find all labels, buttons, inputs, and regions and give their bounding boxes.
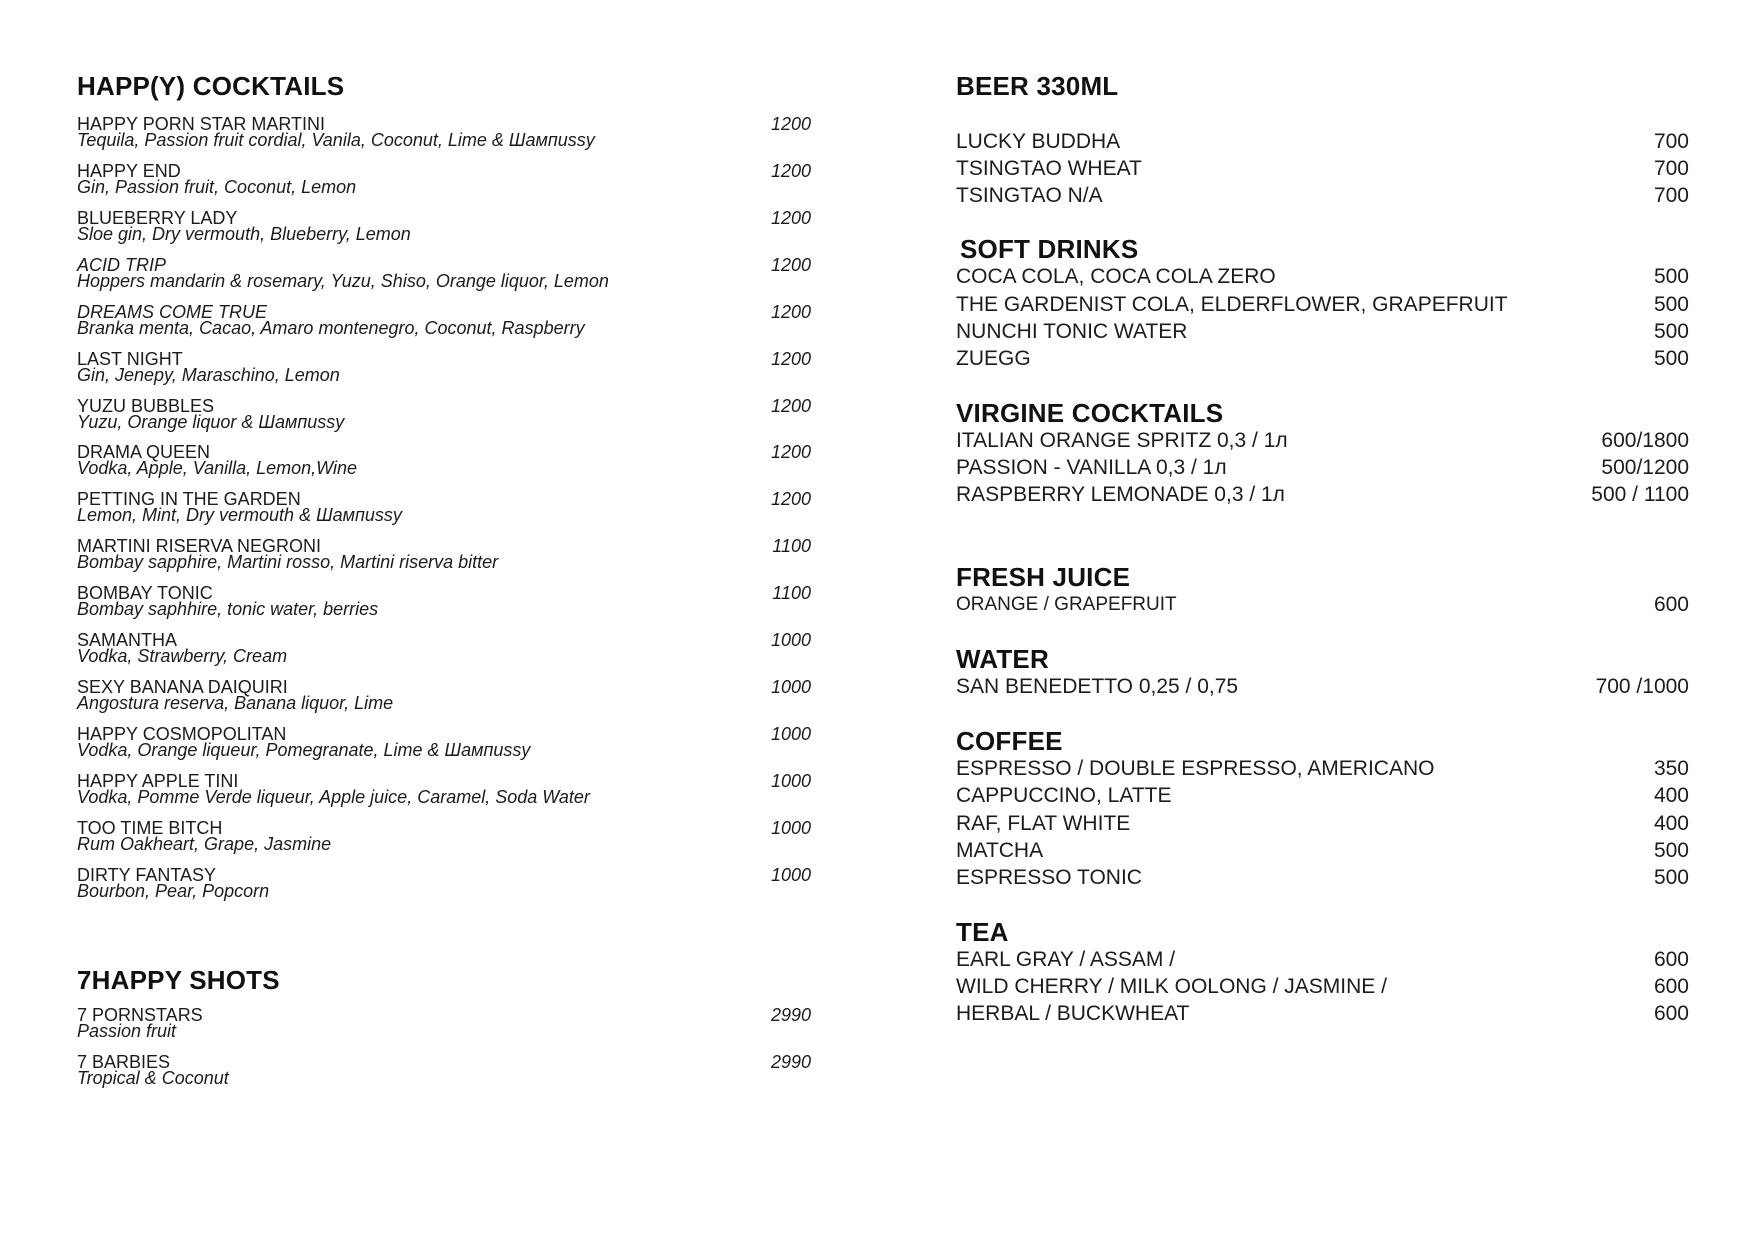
item-description: Rum Oakheart, Grape, Jasmine — [77, 834, 332, 854]
item-name: HAPPY PORN STAR MARTINI — [77, 114, 326, 134]
item-name: BLUEBERRY LADY — [77, 208, 238, 228]
item-price: 700 — [1653, 184, 1689, 207]
menu-row — [956, 1001, 1689, 1027]
item-name: SEXY BANANA DAIQUIRI — [77, 677, 288, 697]
item-description: Vodka, Strawberry, Cream — [77, 646, 288, 666]
item-price: 1200 — [770, 208, 811, 228]
item-description: Yuzu, Orange liquor & Шампussy — [77, 412, 345, 432]
item-price: 400 — [1653, 784, 1689, 807]
item-name: BOMBAY TONIC — [77, 583, 213, 603]
item-name: DREAMS COME TRUE — [77, 302, 268, 322]
item-name: SAN BENEDETTO 0,25 / 0,75 — [956, 675, 1239, 698]
menu-row — [956, 592, 1689, 618]
item-price: 600 — [1653, 975, 1689, 998]
item-price: 600 — [1653, 1002, 1689, 1025]
item-name: WILD CHERRY / MILK OOLONG / JASMINE / — [956, 975, 1387, 998]
item-price: 1100 — [772, 583, 811, 603]
item-price: 1000 — [770, 865, 811, 885]
menu-row — [956, 455, 1689, 481]
item-price: 600 — [1653, 948, 1689, 971]
item-name: 7 BARBIES — [77, 1052, 171, 1072]
fresh-juice-heading: FRESH JUICE — [956, 562, 1131, 592]
item-price: 500 — [1653, 293, 1689, 316]
menu-row — [956, 129, 1689, 155]
item-price: 1100 — [772, 536, 811, 556]
item-price: 700 /1000 — [1595, 675, 1689, 698]
item-price: 500 — [1653, 320, 1689, 343]
item-name: ACID TRIP — [77, 255, 167, 275]
item-price: 500 — [1653, 866, 1689, 889]
item-name: YUZU BUBBLES — [77, 396, 215, 416]
item-description: Vodka, Orange liqueur, Pomegranate, Lime & Шампussy — [77, 740, 531, 760]
soft-drinks-heading: SOFT DRINKS — [960, 234, 1139, 264]
item-price: 1000 — [770, 630, 811, 650]
item-name: LUCKY BUDDHA — [956, 130, 1121, 153]
item-name: RAF, FLAT WHITE — [956, 812, 1131, 835]
cocktails-heading: HAPP(Y) COCKTAILS — [77, 71, 345, 101]
item-name: TOO TIME BITCH — [77, 818, 223, 838]
menu-row — [956, 156, 1689, 182]
item-price: 1200 — [770, 396, 811, 416]
menu-row — [956, 947, 1689, 973]
item-name: ZUEGG — [956, 347, 1031, 370]
item-name: EARL GRAY / ASSAM / — [956, 948, 1176, 971]
item-name: SAMANTHA — [77, 630, 178, 650]
item-price: 1200 — [770, 302, 811, 322]
item-name: RASPBERRY LEMONADE 0,3 / 1л — [956, 483, 1285, 506]
menu-row — [956, 674, 1689, 700]
item-name: COCA COLA, COCA COLA ZERO — [956, 265, 1276, 288]
menu-row — [956, 183, 1689, 209]
item-description: Tropical & Coconut — [77, 1068, 229, 1088]
item-price: 400 — [1653, 812, 1689, 835]
item-name: PASSION - VANILLA 0,3 / 1л — [956, 456, 1227, 479]
menu-row — [956, 346, 1689, 372]
shots-heading: 7HAPPY SHOTS — [77, 965, 280, 995]
item-name: NUNCHI TONIC WATER — [956, 320, 1188, 343]
menu-row — [956, 756, 1689, 782]
menu-row — [956, 865, 1689, 891]
item-price: 1200 — [770, 255, 811, 275]
item-price: 1000 — [770, 724, 811, 744]
menu-row — [956, 292, 1689, 318]
item-name: ESPRESSO / DOUBLE ESPRESSO, AMERICANO — [956, 757, 1435, 780]
virgine-heading: VIRGINE COCKTAILS — [956, 398, 1224, 428]
menu-row — [956, 264, 1689, 290]
item-price: 1200 — [770, 442, 811, 462]
menu-row — [956, 482, 1689, 508]
item-name: THE GARDENIST COLA, ELDERFLOWER, GRAPEFRUIT — [956, 293, 1508, 316]
item-price: 1000 — [770, 677, 811, 697]
item-price: 2990 — [770, 1005, 811, 1025]
item-price: 500 — [1653, 265, 1689, 288]
item-description: Bourbon, Pear, Popcorn — [77, 881, 270, 901]
menu-row — [956, 811, 1689, 837]
menu-row — [956, 319, 1689, 345]
item-name: ORANGE / GRAPEFRUIT — [956, 594, 1177, 615]
item-name: HAPPY COSMOPOLITAN — [77, 724, 287, 744]
item-name: TSINGTAO WHEAT — [956, 157, 1142, 180]
item-description: Gin, Passion fruit, Coconut, Lemon — [77, 177, 357, 197]
item-price: 1000 — [770, 771, 811, 791]
item-name: ITALIAN ORANGE SPRITZ 0,3 / 1л — [956, 429, 1288, 452]
item-price: 1200 — [770, 114, 811, 134]
item-name: DIRTY FANTASY — [77, 865, 217, 885]
item-price: 700 — [1653, 130, 1689, 153]
item-name: HAPPY END — [77, 161, 181, 181]
item-name: DRAMA QUEEN — [77, 442, 211, 462]
item-description: Gin, Jenepy, Maraschino, Lemon — [77, 365, 340, 385]
item-price: 500 / 1100 — [1591, 483, 1689, 506]
item-name: TSINGTAO N/A — [956, 184, 1103, 207]
item-description: Vodka, Pomme Verde liqueur, Apple juice, Caramel, Soda Water — [77, 787, 590, 807]
item-description: Sloe gin, Dry vermouth, Blueberry, Lemon — [77, 224, 411, 244]
item-price: 700 — [1653, 157, 1689, 180]
item-description: Bombay sapphire, Martini rosso, Martini riserva bitter — [77, 552, 499, 572]
item-name: MATCHA — [956, 839, 1044, 862]
menu-row — [956, 838, 1689, 864]
item-description: Lemon, Mint, Dry vermouth & Шампussy — [77, 505, 402, 525]
item-price: 2990 — [770, 1052, 811, 1072]
item-price: 500/1200 — [1601, 456, 1689, 479]
item-name: ESPRESSO TONIC — [956, 866, 1142, 889]
item-description: Vodka, Apple, Vanilla, Lemon,Wine — [77, 458, 358, 478]
menu-row — [956, 428, 1689, 454]
item-price: 600/1800 — [1601, 429, 1689, 452]
beer-heading: BEER 330ML — [956, 71, 1119, 101]
item-price: 600 — [1653, 593, 1689, 616]
item-name: HAPPY APPLE TINI — [77, 771, 239, 791]
item-price: 1200 — [770, 349, 811, 369]
item-description: Bombay saphhire, tonic water, berries — [77, 599, 379, 619]
item-name: HERBAL / BUCKWHEAT — [956, 1002, 1190, 1025]
tea-heading: TEA — [956, 917, 1009, 947]
item-description: Tequila, Passion fruit cordial, Vanila, Coconut, Lime & Шампussy — [77, 130, 595, 150]
item-description: Branka menta, Cacao, Amaro montenegro, Coconut, Raspberry — [77, 318, 585, 338]
coffee-heading: COFFEE — [956, 726, 1063, 756]
item-price: 500 — [1653, 839, 1689, 862]
menu-row — [956, 974, 1689, 1000]
item-name: 7 PORNSTARS — [77, 1005, 203, 1025]
item-description: Angostura reserva, Banana liquor, Lime — [77, 693, 394, 713]
item-description: Passion fruit — [77, 1021, 177, 1041]
item-price: 500 — [1653, 347, 1689, 370]
water-heading: WATER — [956, 644, 1049, 674]
item-price: 1200 — [770, 489, 811, 509]
menu-row — [956, 783, 1689, 809]
item-name: PETTING IN THE GARDEN — [77, 489, 301, 509]
item-name: LAST NIGHT — [77, 349, 183, 369]
item-name: MARTINI RISERVA NEGRONI — [77, 536, 322, 556]
item-price: 350 — [1653, 757, 1689, 780]
item-name: CAPPUCCINO, LATTE — [956, 784, 1172, 807]
item-description: Hoppers mandarin & rosemary, Yuzu, Shiso, Orange liquor, Lemon — [77, 271, 609, 291]
item-price: 1200 — [770, 161, 811, 181]
item-price: 1000 — [770, 818, 811, 838]
